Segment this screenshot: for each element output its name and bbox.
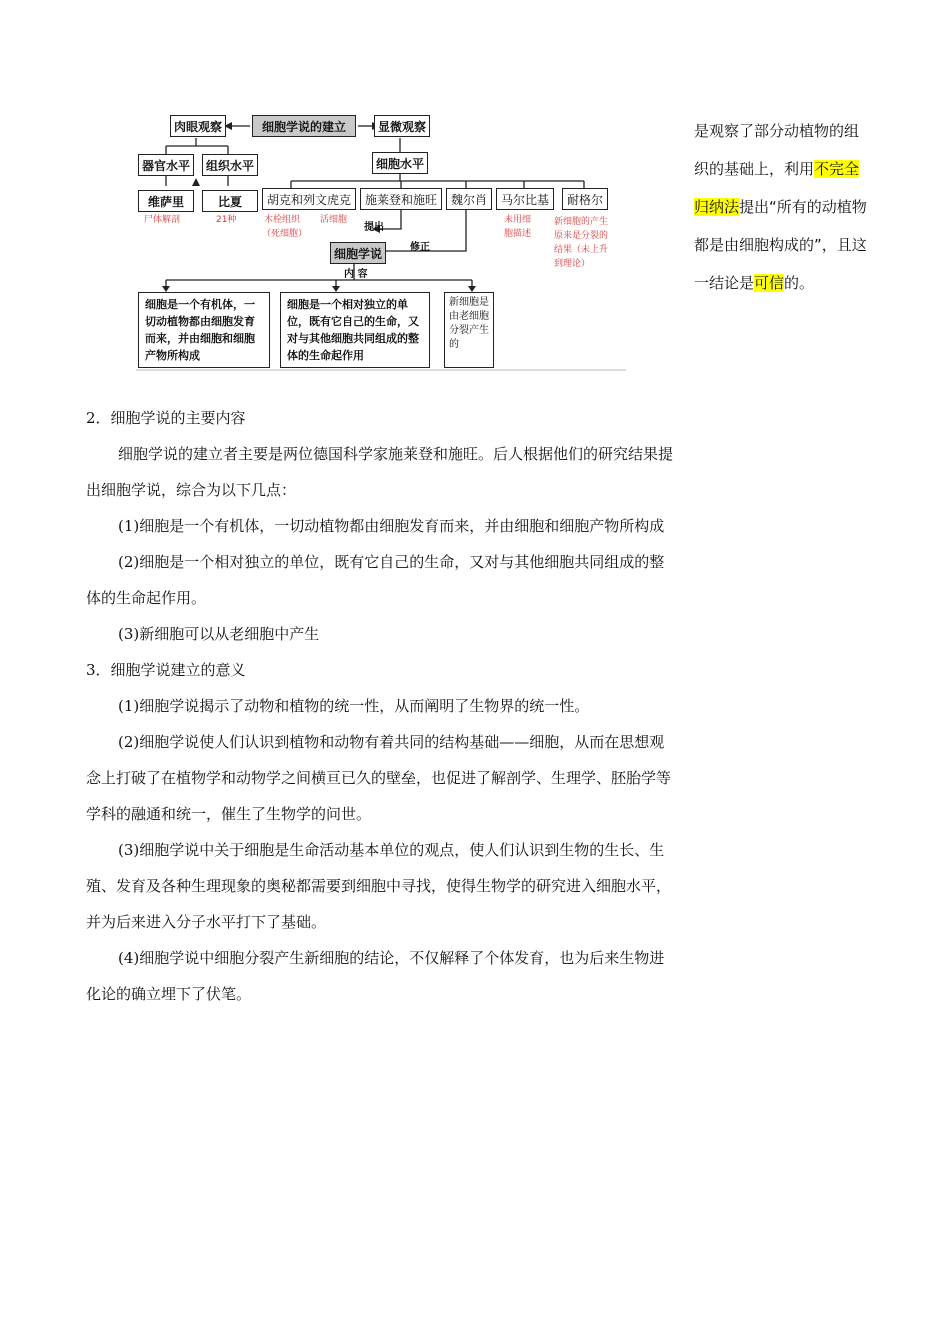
bichat-box: 比夏 [202,190,258,212]
malpighi-box: 马尔比基 [496,188,554,210]
nageli-note-b: 原来是分裂的 [554,231,609,241]
point-2: (2)细胞是一个相对独立的单位，既有它自己的生命，又对与其他细胞共同组成的整体的生命起作用。 [86,553,665,607]
virchow-box: 魏尔肖 [446,188,492,210]
tissue-level-box: 组织水平 [202,154,258,176]
significance-3: (3)细胞学说中关于细胞是生命活动基本单位的观点，使人们认识到生物的生长、生殖、发育及各种生理现象的奥秘都需要到细胞中寻找，使得生物学的研究进入细胞水平，并为后来进入分子水平打下了基础。 [86,841,672,931]
side-note-highlight-2: 可信 [754,274,785,292]
content-label: 内 容 [344,269,368,280]
content-box-1: 细胞是一个有机体，一切动植物都由细胞发育而来，并由细胞和细胞产物所构成 [138,292,270,368]
naked-eye-box: 肉眼观察 [170,115,226,137]
side-note [694,112,872,302]
bichat-note: 21种 [216,215,237,225]
organ-level-box: 器官水平 [138,154,194,176]
propose-label: 提出 [364,222,384,233]
significance-4: (4)细胞学说中细胞分裂产生新细胞的结论，不仅解释了个体发育，也为后来生物进化论的确立埋下了伏笔。 [86,949,665,1003]
side-note-text-3: 的。 [784,274,815,292]
significance-1: (1)细胞学说揭示了动物和植物的统一性，从而阐明了生物界的统一性。 [118,697,590,715]
hooke-note-b: （死细胞） [262,229,308,239]
hooke-note-a: 木栓组织 [264,215,301,225]
side-note-text-1: 是观察了部分动植物的组织的基础上，利用 [694,122,860,178]
section-3-heading: 3．细胞学说建立的意义 [86,661,246,679]
hooke-box: 胡克和列文虎克 [262,188,356,210]
revise-label: 修正 [410,242,430,253]
nageli-note-d: 到理论） [554,259,591,269]
vesalius-box: 维萨里 [138,190,194,212]
hooke-note-c: 活细胞 [320,215,348,225]
schleiden-box: 施莱登和施旺 [360,188,442,210]
side-note-text-2: 提出“所有的动植物都是由细胞构成的”，且这一结论是 [694,198,867,292]
significance-2: (2)细胞学说使人们认识到植物和动物有着共同的结构基础——细胞，从而在思想观念上打破了在植物学和动物学之间横亘已久的壁垒，也促进了解剖学、生理学、胚胎学等学科的融通和统一，催生了生物学的问世。 [86,733,672,823]
nageli-note-a: 新细胞的产生 [554,217,609,227]
nageli-note-c: 结果（未上升 [554,245,609,255]
cell-theory-box: 细胞学说 [330,242,386,264]
main-text [86,400,678,1012]
cell-level-box: 细胞水平 [372,152,428,174]
section-2-intro: 细胞学说的建立者主要是两位德国科学家施莱登和施旺。后人根据他们的研究结果提出细胞学说，综合为以下几点： [86,445,674,499]
nageli-box: 耐格尔 [562,188,608,210]
point-3: (3)新细胞可以从老细胞中产生 [118,625,320,643]
microscope-box: 显微观察 [374,115,430,137]
theory-establishment-box: 细胞学说的建立 [252,115,356,137]
content-box-3: 新细胞是由老细胞分裂产生的 [444,292,494,368]
malpighi-note-b: 胞描述 [504,229,532,239]
point-1: (1)细胞是一个有机体，一切动植物都由细胞发育而来，并由细胞和细胞产物所构成 [118,517,665,535]
vesalius-note: 尸体解剖 [144,215,181,225]
content-box-2: 细胞是一个相对独立的单位，既有它自己的生命，又对与其他细胞共同组成的整体的生命起作用 [280,292,430,368]
malpighi-note-a: 未用细 [504,215,532,225]
side-note-highlight-1: 不完全归纳法 [694,160,860,216]
cell-theory-diagram [136,108,630,372]
section-2-heading: 2．细胞学说的主要内容 [86,409,246,427]
